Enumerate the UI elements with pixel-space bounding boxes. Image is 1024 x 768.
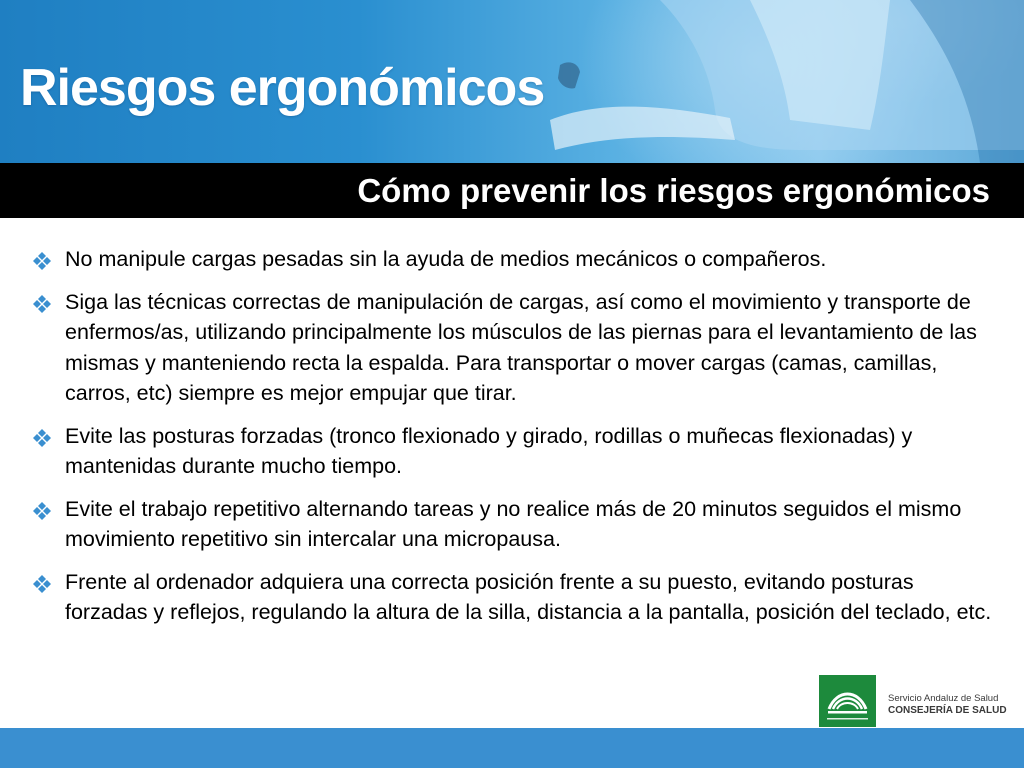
junta-andalucia-emblem-icon bbox=[819, 675, 876, 727]
list-item bbox=[32, 287, 992, 409]
list-item bbox=[32, 494, 992, 555]
list-item-text: Evite el trabajo repetitivo alternando tareas y no realice más de 20 minutos seguidos el mismo movimiento repetitivo sin intercalar una micropausa. bbox=[65, 496, 962, 551]
logo-line-1: Servicio Andaluz de Salud bbox=[888, 693, 999, 704]
list-item-text: Evite las posturas forzadas (tronco flexionado y girado, rodillas o muñecas flexionadas) y mantenidas durante mucho tiempo. bbox=[65, 423, 913, 478]
emblem-graphic bbox=[819, 675, 876, 727]
four-diamond-bullet-icon bbox=[32, 574, 52, 594]
footer-bar bbox=[0, 728, 1024, 768]
list-item bbox=[32, 244, 992, 275]
organization-logo-text bbox=[888, 693, 1007, 717]
four-diamond-bullet-icon bbox=[32, 251, 52, 271]
subtitle-bar bbox=[0, 163, 1024, 218]
list-item-text: Siga las técnicas correctas de manipulación de cargas, así como el movimiento y transporte de enfermos/as, utilizando principalmente los músculos de las piernas para el levantamiento de las mismas y manteniendo recta la espalda. Para transportar o mover cargas (camas, camillas, carros, etc) siempre es mejor empujar que tirar. bbox=[65, 289, 977, 405]
four-diamond-bullet-icon bbox=[32, 501, 52, 521]
page-title: Riesgos ergonómicos bbox=[20, 59, 545, 117]
list-item-text: Frente al ordenador adquiera una correcta posición frente a su puesto, evitando posturas forzadas y reflejos, regulando la altura de la silla, distancia a la pantalla, posición del teclado, etc. bbox=[65, 569, 992, 624]
section-title: Cómo prevenir los riesgos ergonómicos bbox=[357, 172, 990, 209]
bullet-list bbox=[32, 244, 992, 640]
four-diamond-bullet-icon bbox=[32, 428, 52, 448]
list-item-text: No manipule cargas pesadas sin la ayuda de medios mecánicos o compañeros. bbox=[65, 247, 827, 271]
banner-photo bbox=[540, 0, 1024, 163]
header-banner bbox=[0, 0, 1024, 163]
list-item bbox=[32, 421, 992, 482]
four-diamond-bullet-icon bbox=[32, 294, 52, 314]
list-item bbox=[32, 567, 992, 628]
logo-line-2: CONSEJERÍA DE SALUD bbox=[888, 705, 1007, 716]
